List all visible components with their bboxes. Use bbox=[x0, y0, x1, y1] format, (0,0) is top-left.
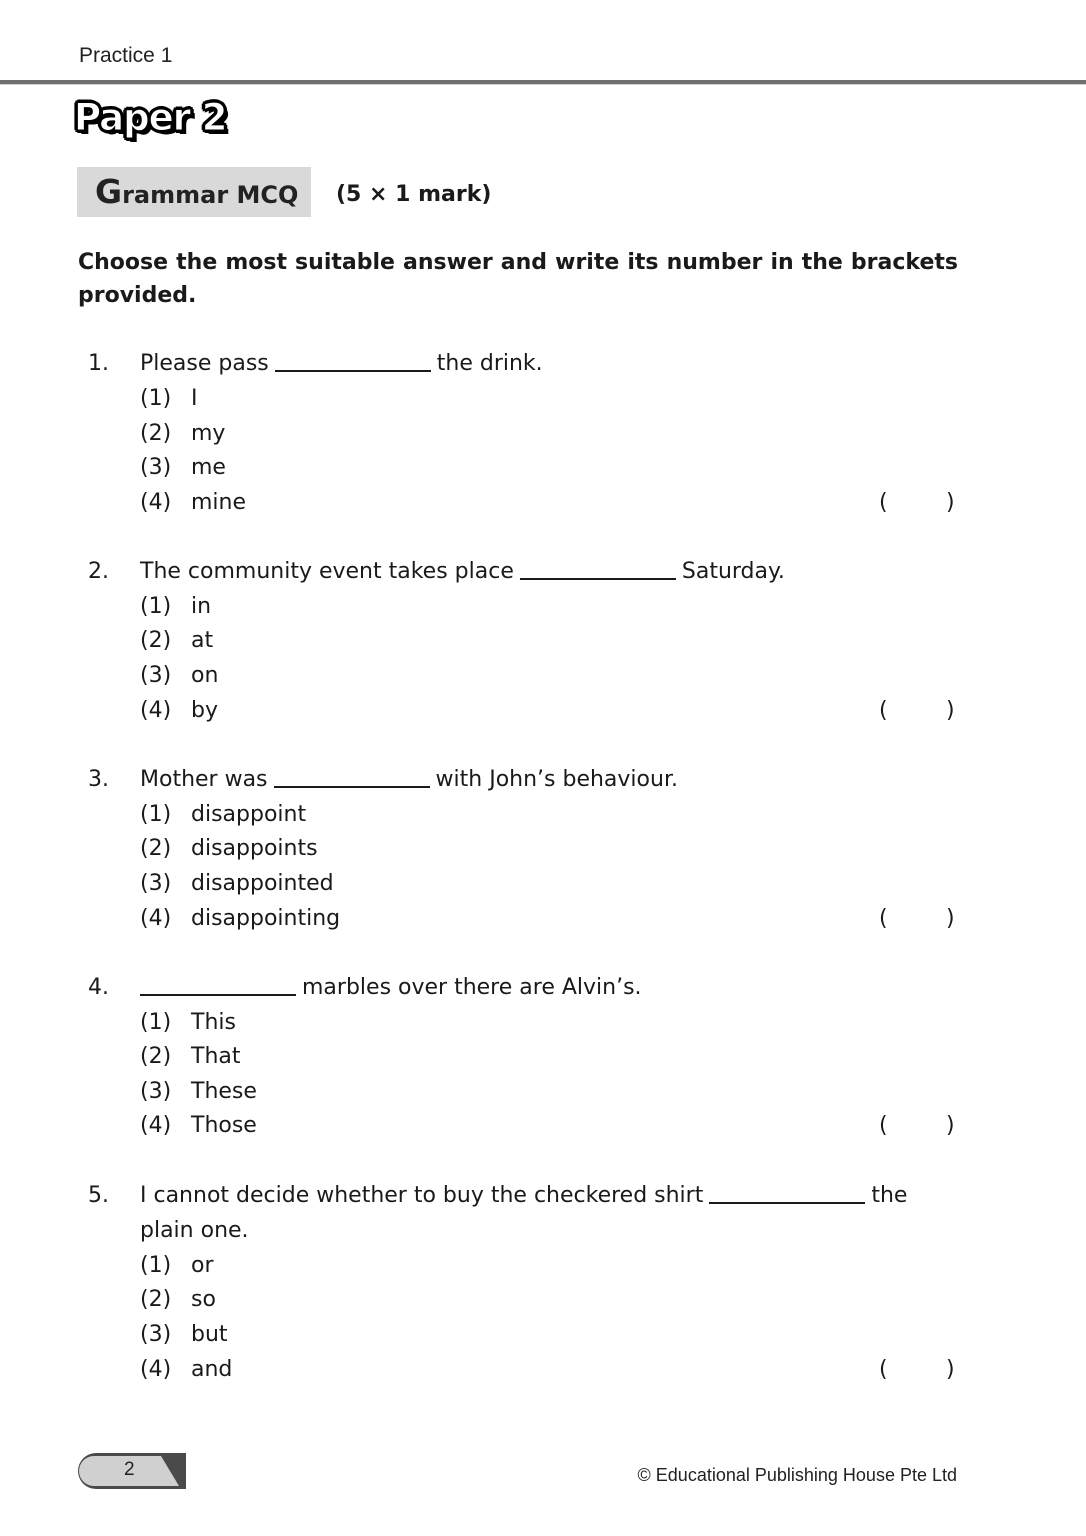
option-number: (2) bbox=[140, 421, 172, 446]
option-number: (1) bbox=[140, 1010, 172, 1035]
option-number: (4) bbox=[140, 1357, 172, 1382]
question-stem bbox=[140, 765, 678, 795]
option-number: (2) bbox=[140, 628, 172, 653]
option-number: (1) bbox=[140, 1253, 172, 1278]
copyright-notice: © Educational Publishing House Pte Ltd bbox=[637, 1465, 957, 1485]
answer-bracket-close[interactable]: ) bbox=[946, 490, 955, 515]
option-number: (1) bbox=[140, 386, 172, 411]
option-number: (2) bbox=[140, 836, 172, 861]
option-number: (4) bbox=[140, 698, 172, 723]
answer-blank bbox=[140, 993, 296, 996]
option-number: (3) bbox=[140, 663, 172, 688]
question-stem bbox=[140, 1181, 907, 1211]
question-stem bbox=[140, 349, 543, 379]
stem-after: with John’s behaviour. bbox=[435, 767, 678, 792]
option-text: disappointing bbox=[191, 906, 341, 931]
option-number: (3) bbox=[140, 1322, 172, 1347]
option-text: so bbox=[191, 1287, 216, 1312]
stem-after: marbles over there are Alvin’s. bbox=[302, 975, 642, 1000]
answer-bracket-open[interactable]: ( bbox=[879, 1113, 888, 1138]
option-number: (2) bbox=[140, 1287, 172, 1312]
answer-bracket-open[interactable]: ( bbox=[879, 698, 888, 723]
answer-bracket-close[interactable]: ) bbox=[946, 1357, 955, 1382]
stem-before: I cannot decide whether to buy the checkered shirt bbox=[140, 1183, 704, 1208]
section-marks: (5 × 1 mark) bbox=[336, 182, 492, 207]
option-text: Those bbox=[191, 1113, 257, 1138]
stem-after: the bbox=[871, 1183, 908, 1208]
answer-blank bbox=[274, 785, 430, 788]
question-stem-line2: plain one. bbox=[140, 1218, 249, 1243]
option-number: (3) bbox=[140, 871, 172, 896]
option-text: These bbox=[191, 1079, 257, 1104]
stem-before: Please pass bbox=[140, 351, 269, 376]
answer-blank bbox=[709, 1201, 865, 1204]
option-text: disappointed bbox=[191, 871, 334, 896]
option-text: disappoint bbox=[191, 802, 307, 827]
section-title bbox=[95, 172, 298, 211]
header-label: Practice 1 bbox=[79, 44, 173, 67]
option-text: disappoints bbox=[191, 836, 318, 861]
option-number: (1) bbox=[140, 594, 172, 619]
option-text: my bbox=[191, 421, 226, 446]
instructions: Choose the most suitable answer and write its number in the brackets provided. bbox=[78, 250, 958, 308]
answer-bracket-close[interactable]: ) bbox=[946, 698, 955, 723]
question-stem bbox=[140, 557, 785, 587]
option-text: and bbox=[191, 1357, 233, 1382]
answer-bracket-close[interactable]: ) bbox=[946, 906, 955, 931]
question-number: 1. bbox=[88, 351, 109, 376]
question-stem bbox=[134, 973, 642, 1003]
answer-bracket-open[interactable]: ( bbox=[879, 490, 888, 515]
option-number: (3) bbox=[140, 455, 172, 480]
option-number: (1) bbox=[140, 802, 172, 827]
option-text: I bbox=[191, 386, 198, 411]
stem-before: The community event takes place bbox=[140, 559, 514, 584]
option-text: me bbox=[191, 455, 226, 480]
answer-bracket-open[interactable]: ( bbox=[879, 906, 888, 931]
paper-title: Paper 2 bbox=[74, 96, 227, 139]
question-number: 3. bbox=[88, 767, 109, 792]
option-text: This bbox=[191, 1010, 236, 1035]
stem-before: Mother was bbox=[140, 767, 268, 792]
option-text: or bbox=[191, 1253, 214, 1278]
header-rule bbox=[0, 80, 1086, 85]
section-title-rest: rammar MCQ bbox=[122, 181, 299, 209]
option-number: (4) bbox=[140, 1113, 172, 1138]
answer-blank bbox=[520, 577, 676, 580]
question-number: 5. bbox=[88, 1183, 109, 1208]
option-text: That bbox=[191, 1044, 241, 1069]
question-number: 2. bbox=[88, 559, 109, 584]
option-text: but bbox=[191, 1322, 228, 1347]
page-number: 2 bbox=[124, 1459, 135, 1480]
option-number: (4) bbox=[140, 490, 172, 515]
option-number: (2) bbox=[140, 1044, 172, 1069]
option-number: (4) bbox=[140, 906, 172, 931]
option-text: mine bbox=[191, 490, 247, 515]
answer-blank bbox=[275, 369, 431, 372]
stem-after: Saturday. bbox=[681, 559, 785, 584]
question-number: 4. bbox=[88, 975, 109, 1000]
option-text: at bbox=[191, 628, 214, 653]
option-text: in bbox=[191, 594, 212, 619]
answer-bracket-close[interactable]: ) bbox=[946, 1113, 955, 1138]
answer-bracket-open[interactable]: ( bbox=[879, 1357, 888, 1382]
stem-after: the drink. bbox=[436, 351, 543, 376]
option-number: (3) bbox=[140, 1079, 172, 1104]
section-title-initial: G bbox=[95, 172, 123, 211]
option-text: on bbox=[191, 663, 219, 688]
option-text: by bbox=[191, 698, 218, 723]
